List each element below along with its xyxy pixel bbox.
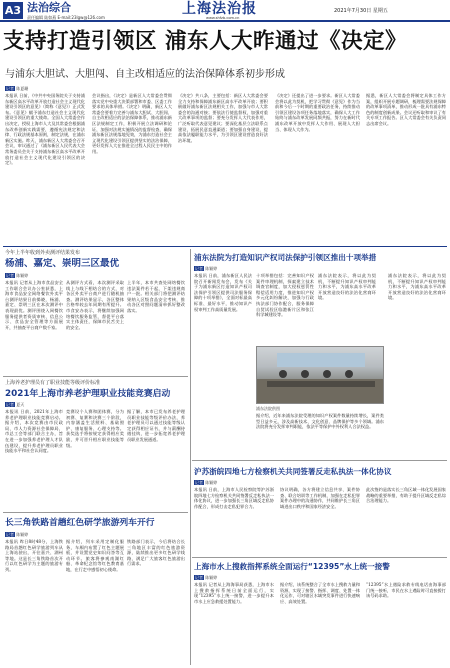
byline-label: 记者 xyxy=(6,273,14,278)
s2-kicker: 上海养老护理员有了职业技能等级评价标准 xyxy=(5,380,101,386)
byline-label: 记者 xyxy=(6,402,14,407)
s5-column-3: 此次签约是落实长三角区域一体化发展国家战略的重要举措，有助于提升区域反走私综合治理能力。 xyxy=(366,487,446,504)
s1-divider xyxy=(3,376,188,377)
s2-column-2: 竞赛设个人赛和团体赛，分为初赛、复赛和决赛三个阶段，内容涵盖生活照料、基础照护、康复服务、心理支持等。获奖选手将按规定获得相应奖励，并可晋升相应职业技能等级。 xyxy=(66,409,124,448)
s1-column-1: 本报讯 记者从上海市食品安全工作联合会议办公室获悉，上海市食品安全网络餐饮外卖平台测评结果日前揭晓，杨浦、嘉定、崇明三区在本次测评中表现最优。测评围绕入网餐饮服务提供者资质审核、信息公示、食品安全管理等方面展开，共抽查平台商户数千家。 xyxy=(5,280,63,330)
s6-column-3: “12395”水上遇险求救专线电话由海事部门统一接听，市民在水上遇险时可直接拨打该号码求助。 xyxy=(366,582,446,599)
byline-label: 记者 xyxy=(195,480,203,485)
byline-label: 记者 xyxy=(195,266,203,271)
s6-column-2: 据介绍，该系统整合了全市水上搜救力量和资源，实现了接警、指挥、调度、处置一体化运作，可对辖区水域突发事件进行快速响应、高效处置。 xyxy=(280,582,360,604)
lead-column-2: 会议指出，《决定》是新区人大常委会贯彻落实党中央重大决策部署和市委、区委工作要求的具体举措。《决定》明确，新区人大常委会要着力完善与浦东大胆试、大胆闯、自主改相适应的法治保障体系，推动浦东新区法规制定工作，积极开展立法调研和论证，加强对法规实施情况的监督检查，确保浦东新区法规落地见效，为浦东打造社会主义现代化建设引领区提供坚实的法治保障，更好发挥人大在推进全过程人民民主中的作用。 xyxy=(92,93,172,154)
editor-credits: 责任编辑 陆如燕 E-mail:23lgw@126.com xyxy=(27,15,105,20)
s6-column-1: 本报讯 记者从上海海事局获悉，上海市水上搜救指挥系统日前全面运行，实现“12395”水上统一接警，进一步提升本市水上应急救援处置能力。 xyxy=(194,582,274,604)
issue-date: 2021年7月30日 星期五 xyxy=(334,8,388,14)
s5-column-2: 协议明确，各方将建立信息共享、案件协查、联合培训等工作机制，加强在走私犯罪案件办理中的沟通协作，共同维护长三角区域进出口秩序和国家经济安全。 xyxy=(280,487,360,509)
byline-name: 陈颖婷 xyxy=(16,532,29,537)
s4-photo xyxy=(256,346,384,404)
s1-column-2: 从测评方式看，本次测评采取线上与线下相结合的方式，对各区外卖平台商户进行随机抽查。测评结果显示，各区整体合格率较去年同期有所提升。市食安办表示，将继续加强网络餐饮服务监管，督促平台落实主体责任，保障市民舌尖上的安全。 xyxy=(66,280,124,330)
s4-column-5: 浦东法院表示，将以此为契机，不断提升知识产权审判能力和水平，为浦东高水平改革开放营造良好的法治化营商环境。 xyxy=(388,273,446,301)
lead-headline: 支持打造引领区 浦东人大昨通过《决定》 xyxy=(3,29,407,54)
byline-name: 陈夏珊 xyxy=(16,86,29,91)
byline-label: 记者 xyxy=(6,532,14,537)
s5-column-1: 本报讯 日前，上海市人民检察院等沪苏浙皖四地七方检察机关共同签署反走私执法一体化协议，进一步加强长三角区域反走私协作配合，形成打击走私犯罪合力。 xyxy=(194,487,274,509)
courtroom-illustration xyxy=(257,347,384,404)
s3-byline xyxy=(5,532,28,537)
s2-headline: 2021年上海市养老护理职业技能竞赛启动 xyxy=(5,389,171,399)
byline-name: 陈颖婷 xyxy=(205,266,218,271)
lead-column-5: 据悉，新区人大常委会将制定具体工作方案，组织开展专题调研，梳理需要法规保障的改革事项清单，推动形成一批具有浦东特色的制度创新成果。会议还听取和审议了有关专项工作报告。区人大常委会有关负责同志出席会议。 xyxy=(366,93,446,126)
s2-byline xyxy=(5,402,24,407)
website-url: www.shfzb.com.cn xyxy=(206,16,240,20)
s1-headline: 杨浦、嘉定、崇明三区最优 xyxy=(5,258,120,269)
s2-column-1: 本报讯 日前，2021年上海市养老护理职业技能竞赛启动。据介绍，本次竞赛由市民政局、市人力资源社会保障局、市总工会等部门联合主办，旨在进一步加强养老护理人才队伍建设，提升养老护理员职业技能水平和社会认同度。 xyxy=(5,409,63,454)
s5-divider xyxy=(192,557,447,558)
newspaper-masthead: 上海法治报 xyxy=(182,1,257,17)
lead-column-4: 《决定》还提出了进一步要求。新区人大常委会将以此为契机，把学习贯彻《意见》作为当前和今后一个时期的重要政治任务，持续推动引领区建设各项任务落地落实，确保人大工作始终与浦东改革发展同频共振，努力在新时代浦东改革开放中发挥人大作用、展现人大担当、体现人大作为。 xyxy=(275,93,360,132)
byline-label: 记者 xyxy=(6,86,14,91)
lead-byline xyxy=(5,86,28,91)
s5-headline: 沪苏浙皖四地七方检察机关共同签署反走私执法一体化协议 xyxy=(194,467,392,476)
s4-column-1: 本报讯 日前，浦东新区人民法院召开新闻发布会，发布《关于为浦东新区打造知识产权司法保护引领区提供司法服务保障的十项举措》，全面对标最高标准、最好水平，推动知识产权审判工作高质量发展。 xyxy=(194,273,252,312)
s3-column-1: 本报讯 昨日8时48分，上海铁路局首趟红色研学旅游列车从上海站驶出，开往嘉兴、湖州等地。这是长三角铁路首次开行以红色研学为主题的旅游专列。 xyxy=(5,539,63,572)
lead-subhead: 与浦东大胆试、大胆闯、自主改相适应的法治保障体系初步形成 xyxy=(5,69,285,80)
s1-kicker: 今年上半年收到外卖测评结果发布 xyxy=(5,250,81,256)
s4-headline: 浦东法院为打造知识产权司法保护引领区推出十项举措 xyxy=(194,253,377,262)
s6-headline: 上海市水上搜救指挥系统全面运行“12395”水上统一接警 xyxy=(194,562,390,571)
s4-column-2: 十项举措包括：完善知识产权案件审理机制，探索建立技术调查官制度，加大侵权惩罚性赔偿适用力度，推进知识产权多元化纠纷解决，加强与行政执法部门协作配合，服务保障自贸试验区临港新片区和张江科学城建设等。 xyxy=(256,273,314,318)
s4-divider xyxy=(192,460,447,461)
byline-name: 陈颖婷 xyxy=(205,480,218,485)
s1-byline xyxy=(5,273,28,278)
s6-byline xyxy=(194,575,217,580)
s2-column-3: 据了解，本市已发布养老护理员职业技能等级评价办法，养老护理员可以通过技能等级认定获得相应证书，并与薪酬待遇挂钩，进一步拓宽养老护理员职业发展通道。 xyxy=(127,409,185,442)
section-title: 法治综合 xyxy=(27,1,71,14)
byline-name: 陈颖婷 xyxy=(16,273,29,278)
section-badge: A3 xyxy=(4,4,22,17)
s4-column-3: 浦东法院表示，将以此为契机，不断提升知识产权审判能力和水平，为浦东高水平改革开放营造良好的法治化营商环境。 xyxy=(318,273,376,301)
lead-divider xyxy=(3,246,447,247)
s5-byline xyxy=(194,480,217,485)
s4-column-4: 据介绍，近年来浦东法院受理的知识产权案件数量持续增长，案件类型日益多元，涉及高新技术、文化创意、品牌保护等多个领域。浦东法院将充分发挥审判职能，依法平等保护中外权利人合法权益。 xyxy=(256,413,384,430)
s4-byline xyxy=(194,266,217,271)
s3-column-3: 铁路部门表示，今后将结合长三角地区丰富的红色旅游资源，陆续推出更多红色研学线路，满足广大旅客红色旅游出行需求。 xyxy=(127,539,185,567)
s3-headline: 长三角铁路首趟红色研学旅游列车开行 xyxy=(5,518,155,528)
s4-photo-caption: 浦东法院供图 xyxy=(256,406,280,411)
column-rule xyxy=(190,249,191,665)
byline-label: 记者 xyxy=(195,575,203,580)
s2-divider xyxy=(3,512,188,513)
byline-name: 夏天 xyxy=(16,402,25,407)
byline-name: 陈颖婷 xyxy=(205,575,218,580)
lead-column-1: 本报讯 日前，《中共中央国务院关于支持浦东新区高水平改革开放打造社会主义现代化建设引领区的意见》（简称《意见》）正式发布。《意见》赋予浦东打造社会主义现代化建设引领区的重大使命。全国人大常委会作出决定，授权上海市人大及其常委会根据浦东改革创新实践需要，遵循宪法规定和法律、行政法规基本原则，制定法规，在浦东新区实施。昨天，浦东新区人大常委会召开会议，审议通过了《浦东新区人民代表大会常务委员会关于支持浦东新区高水平改革开放打造社会主义现代化建设引领区的决定》。 xyxy=(5,93,85,166)
s1-column-3: 上半年，本市共查处网络餐饮违法案件若干起，下架违规商户一批。相关部门将把测评结果纳入区级食品安全考核，推动各区对照问题清单抓好整改落实。 xyxy=(127,280,185,313)
lead-column-3: 《决定》共八条，主要包括：新区人大常委会要全力支持和保障浦东新区高水平改革开放；要积极做好浦东新区法规相关工作，加强与市人大常委会的沟通对接；要依法行使监督权，加强对重大改革事项的监督；要充分发挥人大代表作用，广泛听取代表意见建议；要深化基层立法联系点建设，拓展民意直通渠道；要加强自身建设，提高依法履职能力水平，为引领区建设营造良好法治环境。 xyxy=(178,93,268,143)
s3-column-2: 据介绍，列车采用定制化服务，车厢内布置了红色主题展板，并设置党史知识问答等互动环节。旅客将参观南湖红船、革命纪念馆等红色教育基地，在行走中感悟初心使命。 xyxy=(66,539,124,572)
